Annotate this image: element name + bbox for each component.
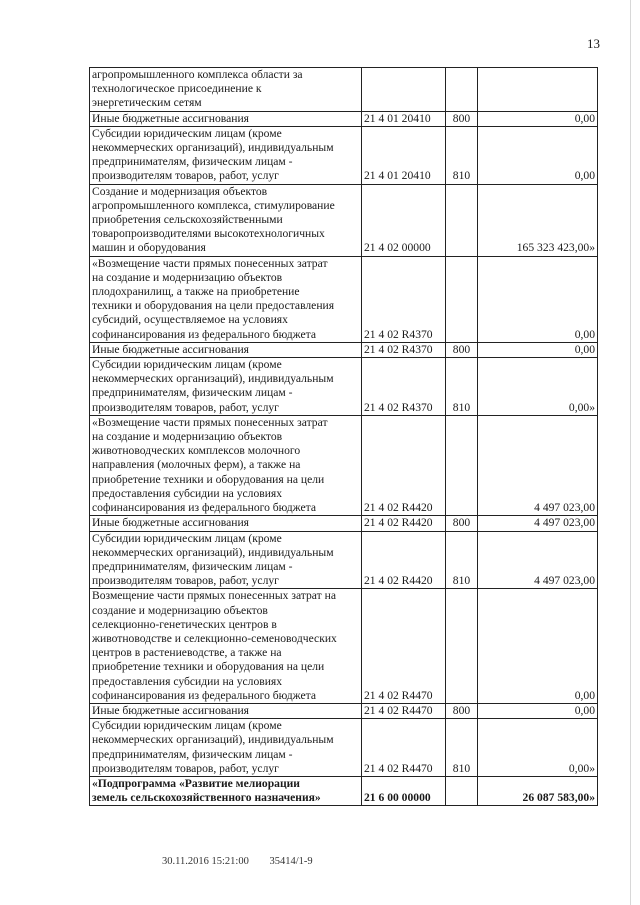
row-name-line: на создание и модернизацию объектов bbox=[92, 430, 283, 444]
row-name-line: софинансирования из федерального бюджета bbox=[92, 501, 317, 515]
table-row bbox=[90, 415, 598, 515]
row-type-cell: 810 bbox=[446, 358, 478, 416]
row-name-line: Субсидии юридическим лицам (кроме bbox=[92, 719, 282, 733]
row-name-line: селекционно-генетических центров в bbox=[92, 617, 277, 631]
row-name-line: субсидий, осуществляемое на условиях bbox=[92, 313, 288, 327]
row-type-cell: 810 bbox=[446, 126, 478, 184]
table-row bbox=[90, 68, 598, 112]
row-name-cell bbox=[90, 126, 362, 184]
row-name-line: «Возмещение части прямых понесенных затрат bbox=[92, 256, 328, 270]
footer-timestamp: 30.11.2016 15:21:00 bbox=[162, 856, 249, 867]
row-name-line: техники и оборудования на цели предоставления bbox=[92, 299, 335, 313]
row-name-cell bbox=[90, 342, 362, 357]
row-amount-cell: 0,00 bbox=[478, 256, 598, 342]
row-name-line: производителям товаров, работ, услуг bbox=[92, 400, 279, 414]
row-type-cell bbox=[446, 589, 478, 704]
row-name-cell bbox=[90, 256, 362, 342]
table-row bbox=[90, 342, 598, 357]
row-name-cell bbox=[90, 184, 362, 256]
row-name-line: товаропроизводителями высокотехнологичных bbox=[92, 227, 325, 241]
row-code-cell: 21 4 02 R4420 bbox=[362, 531, 446, 589]
row-name-line: Субсидии юридическим лицам (кроме bbox=[92, 358, 282, 372]
row-amount-cell: 26 087 583,00» bbox=[478, 776, 598, 805]
row-type-cell: 800 bbox=[446, 342, 478, 357]
row-code-cell: 21 4 01 20410 bbox=[362, 126, 446, 184]
row-name-cell bbox=[90, 589, 362, 704]
page-edge-line bbox=[630, 0, 631, 905]
row-code-cell: 21 4 02 R4470 bbox=[362, 719, 446, 777]
row-name-line: предоставления субсидии на условиях bbox=[92, 674, 283, 688]
row-name-cell bbox=[90, 415, 362, 515]
row-name-line: «Возмещение части прямых понесенных затрат bbox=[92, 415, 328, 429]
row-name-line: производителям товаров, работ, услуг bbox=[92, 169, 279, 183]
row-name-line: производителям товаров, работ, услуг bbox=[92, 761, 279, 775]
row-name-line: Иные бюджетные ассигнования bbox=[92, 111, 249, 125]
table-row bbox=[90, 776, 598, 805]
row-name-cell bbox=[90, 531, 362, 589]
row-amount-cell: 0,00» bbox=[478, 358, 598, 416]
row-name-cell bbox=[90, 358, 362, 416]
row-name-line: технологическое присоединение к bbox=[92, 82, 262, 96]
row-name-cell bbox=[90, 111, 362, 126]
row-name-line: агропромышленного комплекса области за bbox=[92, 68, 303, 81]
page-number: 13 bbox=[587, 36, 600, 51]
row-code-cell: 21 4 02 R4470 bbox=[362, 703, 446, 718]
row-type-cell: 810 bbox=[446, 531, 478, 589]
row-code-cell: 21 4 02 R4370 bbox=[362, 342, 446, 357]
footer-doc-id: 35414/1-9 bbox=[269, 856, 313, 867]
row-name-line: некоммерческих организаций), индивидуальным bbox=[92, 372, 334, 386]
row-amount-cell bbox=[478, 68, 598, 112]
row-type-cell bbox=[446, 68, 478, 112]
row-type-cell bbox=[446, 256, 478, 342]
row-name-line: софинансирования из федерального бюджета bbox=[92, 688, 317, 702]
table-row bbox=[90, 256, 598, 342]
row-name-line: центров в растениеводстве, а также на bbox=[92, 646, 282, 660]
row-name-line: Субсидии юридическим лицам (кроме bbox=[92, 126, 282, 140]
row-name-line: Субсидии юридическим лицам (кроме bbox=[92, 531, 282, 545]
row-amount-cell: 0,00 bbox=[478, 111, 598, 126]
footer-stamp bbox=[162, 856, 313, 867]
row-name-line: предпринимателям, физическим лицам - bbox=[92, 747, 293, 761]
table-row bbox=[90, 531, 598, 589]
row-amount-cell: 4 497 023,00 bbox=[478, 415, 598, 515]
row-type-cell bbox=[446, 415, 478, 515]
row-amount-cell: 0,00 bbox=[478, 342, 598, 357]
row-code-cell: 21 4 02 R4370 bbox=[362, 358, 446, 416]
row-name-line: на создание и модернизацию объектов bbox=[92, 270, 283, 284]
row-amount-cell: 0,00 bbox=[478, 126, 598, 184]
table-row bbox=[90, 516, 598, 531]
row-name-line: предоставления субсидии на условиях bbox=[92, 486, 283, 500]
row-name-line: Иные бюджетные ассигнования bbox=[92, 703, 249, 717]
row-name-cell bbox=[90, 68, 362, 112]
row-name-line: направления (молочных ферм), а также на bbox=[92, 458, 301, 472]
table-row bbox=[90, 703, 598, 718]
budget-table-body bbox=[90, 68, 598, 806]
row-type-cell: 800 bbox=[446, 703, 478, 718]
row-name-line: агропромышленного комплекса, стимулирование bbox=[92, 198, 335, 212]
budget-table bbox=[89, 67, 598, 806]
row-type-cell: 810 bbox=[446, 719, 478, 777]
row-name-line: Иные бюджетные ассигнования bbox=[92, 516, 249, 530]
row-amount-cell: 0,00 bbox=[478, 589, 598, 704]
table-row bbox=[90, 589, 598, 704]
row-code-cell: 21 6 00 00000 bbox=[362, 776, 446, 805]
row-code-cell: 21 4 01 20410 bbox=[362, 111, 446, 126]
row-name-cell bbox=[90, 516, 362, 531]
row-code-cell: 21 4 02 R4420 bbox=[362, 516, 446, 531]
row-name-line: Иные бюджетные ассигнования bbox=[92, 342, 249, 356]
row-name-line: софинансирования из федерального бюджета bbox=[92, 327, 317, 341]
table-row bbox=[90, 719, 598, 777]
row-code-cell: 21 4 02 R4370 bbox=[362, 256, 446, 342]
row-name-line: предпринимателям, физическим лицам - bbox=[92, 386, 293, 400]
row-name-line: некоммерческих организаций), индивидуальным bbox=[92, 733, 334, 747]
row-amount-cell: 4 497 023,00 bbox=[478, 531, 598, 589]
row-code-cell: 21 4 02 R4420 bbox=[362, 415, 446, 515]
table-row bbox=[90, 111, 598, 126]
row-name-line: приобретение техники и оборудования на цели bbox=[92, 660, 325, 674]
row-name-line: животноводстве и селекционно-семеноводческих bbox=[92, 631, 337, 645]
row-name-line: производителям товаров, работ, услуг bbox=[92, 574, 279, 588]
row-code-cell: 21 4 02 R4470 bbox=[362, 589, 446, 704]
row-amount-cell: 0,00» bbox=[478, 719, 598, 777]
row-name-line: Возмещение части прямых понесенных затрат на bbox=[92, 589, 336, 603]
row-amount-cell: 165 323 423,00» bbox=[478, 184, 598, 256]
row-code-cell bbox=[362, 68, 446, 112]
row-amount-cell: 0,00 bbox=[478, 703, 598, 718]
row-name-cell bbox=[90, 703, 362, 718]
row-name-line: энергетическим сетям bbox=[92, 96, 202, 110]
row-code-cell: 21 4 02 00000 bbox=[362, 184, 446, 256]
row-name-line: «Подпрограмма «Развитие мелиорации bbox=[92, 776, 300, 790]
row-type-cell bbox=[446, 184, 478, 256]
row-name-line: создание и модернизацию объектов bbox=[92, 603, 268, 617]
row-name-line: животноводческих комплексов молочного bbox=[92, 444, 301, 458]
row-name-line: машин и оборудования bbox=[92, 241, 206, 255]
row-name-line: некоммерческих организаций), индивидуальным bbox=[92, 141, 334, 155]
table-row bbox=[90, 184, 598, 256]
row-name-line: предпринимателям, физическим лицам - bbox=[92, 559, 293, 573]
row-name-cell bbox=[90, 719, 362, 777]
table-row bbox=[90, 126, 598, 184]
row-name-line: предпринимателям, физическим лицам - bbox=[92, 155, 293, 169]
row-name-cell bbox=[90, 776, 362, 805]
row-type-cell bbox=[446, 776, 478, 805]
row-amount-cell: 4 497 023,00 bbox=[478, 516, 598, 531]
row-name-line: земель сельскохозяйственного назначения» bbox=[92, 791, 321, 805]
row-name-line: некоммерческих организаций), индивидуальным bbox=[92, 545, 334, 559]
row-type-cell: 800 bbox=[446, 111, 478, 126]
row-name-line: Создание и модернизация объектов bbox=[92, 184, 268, 198]
row-type-cell: 800 bbox=[446, 516, 478, 531]
table-row bbox=[90, 358, 598, 416]
row-name-line: плодохранилищ, а также на приобретение bbox=[92, 285, 300, 299]
row-name-line: приобретения сельскохозяйственными bbox=[92, 213, 283, 227]
row-name-line: приобретение техники и оборудования на цели bbox=[92, 472, 325, 486]
